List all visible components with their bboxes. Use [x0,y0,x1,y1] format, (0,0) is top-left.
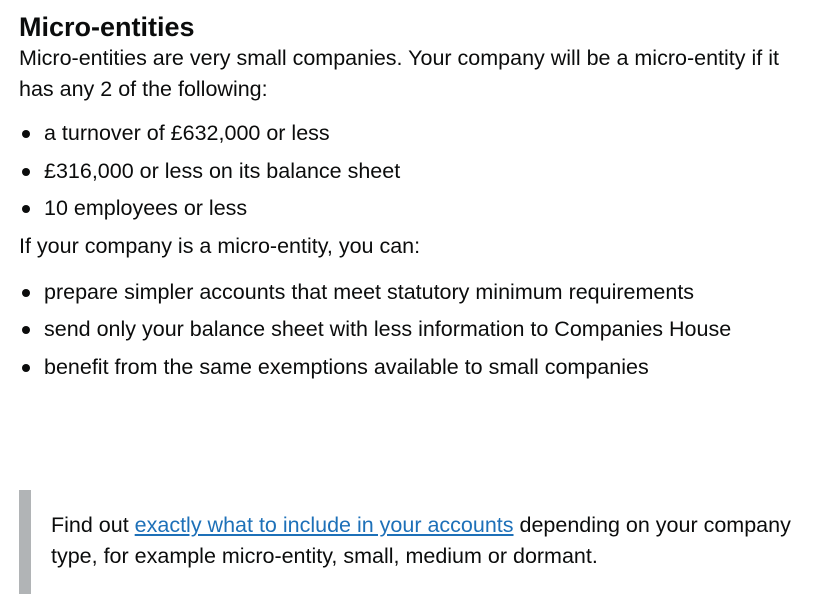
bullet-icon [22,289,30,297]
section-heading: Micro-entities [19,12,195,42]
list-item [19,156,819,187]
list-item-text: £316,000 or less on its balance sheet [44,158,401,183]
bullet-icon [22,168,30,176]
list-item [19,193,819,224]
list-item-text: benefit from the same exemptions available to small companies [44,354,649,379]
inset-text-panel [19,490,809,594]
bullet-icon [22,364,30,372]
benefits-list [19,277,819,383]
criteria-list [19,118,819,224]
bullet-icon [22,205,30,213]
inset-text-after-link: depending on your company type, for example micro-entity, small, medium or dormant. [51,513,791,568]
list-item-text: send only your balance sheet with less information to Companies House [44,317,732,341]
list-item-text: 10 employees or less [44,196,248,220]
list-item [19,118,819,149]
list-item [19,352,819,383]
accounts-guidance-link[interactable]: exactly what to include in your accounts [134,513,514,537]
inset-text-before-link: Find out [51,513,135,537]
list-item-text: prepare simpler accounts that meet statutory minimum requirements [44,279,695,304]
bullet-icon [22,130,30,138]
inset-paragraph [51,510,809,572]
list-item [19,277,819,308]
main-content [19,0,819,389]
benefits-intro-paragraph: If your company is a micro-entity, you can: [19,233,421,258]
intro-paragraph: Micro-entities are very small companies. Your company will be a micro-entity if it has any 2 of the following: [19,46,779,101]
bullet-icon [22,326,30,334]
list-item-text: a turnover of £632,000 or less [44,121,330,145]
list-item [19,314,819,345]
